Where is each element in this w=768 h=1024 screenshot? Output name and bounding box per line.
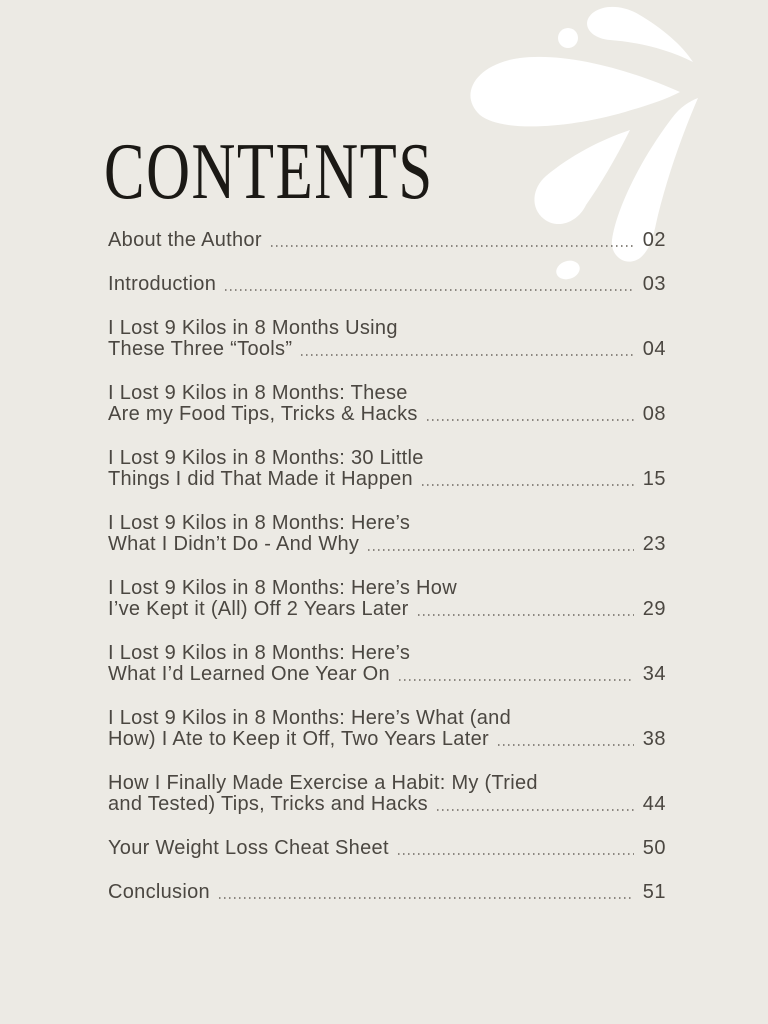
toc-entry-text: Things I did That Made it Happen xyxy=(108,468,413,490)
toc-entry-text: I Lost 9 Kilos in 8 Months: 30 Little xyxy=(108,447,424,469)
splash-dot xyxy=(558,28,578,48)
dot-leader xyxy=(399,679,634,681)
toc-page-number: 02 xyxy=(642,229,666,251)
toc-entry xyxy=(108,230,666,251)
toc-entry-text: What I’d Learned One Year On xyxy=(108,663,390,685)
toc-entry-text: Introduction xyxy=(108,273,217,295)
toc-entry xyxy=(108,643,666,685)
splash-petal-left xyxy=(470,57,680,127)
splash-petal-downleft xyxy=(534,130,630,224)
dot-leader xyxy=(418,614,634,616)
toc-entry xyxy=(108,274,666,295)
toc-page-number: 38 xyxy=(642,728,666,750)
toc-page-number: 08 xyxy=(642,403,666,425)
toc-entry-text: I Lost 9 Kilos in 8 Months Using xyxy=(108,317,398,339)
splash-petal-top xyxy=(587,7,693,62)
toc-entry xyxy=(108,448,666,490)
toc-page-number: 51 xyxy=(642,881,666,903)
page-title: CONTENTS xyxy=(104,127,434,216)
toc-entry xyxy=(108,318,666,360)
toc-entry xyxy=(108,513,666,555)
toc-entry-text: Conclusion xyxy=(108,881,210,903)
toc-entry-text: I Lost 9 Kilos in 8 Months: Here’s What (and xyxy=(108,707,512,729)
dot-leader xyxy=(427,419,634,421)
dot-leader xyxy=(422,484,634,486)
dot-leader xyxy=(398,853,634,855)
toc-page-number: 50 xyxy=(642,837,666,859)
toc-entry-text: What I Didn’t Do - And Why xyxy=(108,533,360,555)
toc-entry-text: These Three “Tools” xyxy=(108,338,293,360)
toc-entry-text: I’ve Kept it (All) Off 2 Years Later xyxy=(108,598,409,620)
toc-page-number: 04 xyxy=(642,338,666,360)
toc-entry xyxy=(108,578,666,620)
dot-leader xyxy=(225,289,634,291)
toc-page-number: 03 xyxy=(642,273,666,295)
dot-leader xyxy=(368,549,634,551)
dot-leader xyxy=(498,744,634,746)
toc-entry-text: I Lost 9 Kilos in 8 Months: Here’s How xyxy=(108,577,457,599)
dot-leader xyxy=(219,897,634,899)
toc-page-number: 23 xyxy=(642,533,666,555)
toc-entry-text: I Lost 9 Kilos in 8 Months: Here’s xyxy=(108,512,411,534)
toc-entry xyxy=(108,838,666,859)
toc-page-number: 34 xyxy=(642,663,666,685)
toc-entry xyxy=(108,708,666,750)
toc-entry xyxy=(108,383,666,425)
toc-entry-text: I Lost 9 Kilos in 8 Months: Here’s xyxy=(108,642,411,664)
toc-entry xyxy=(108,882,666,903)
toc-entry-text: Your Weight Loss Cheat Sheet xyxy=(108,837,389,859)
toc-entry-text: Are my Food Tips, Tricks & Hacks xyxy=(108,403,418,425)
dot-leader xyxy=(301,354,633,356)
toc-entry-text: How) I Ate to Keep it Off, Two Years Later xyxy=(108,728,489,750)
toc-entry-text: I Lost 9 Kilos in 8 Months: These xyxy=(108,382,408,404)
toc-entry-text: About the Author xyxy=(108,229,262,251)
toc-page-number: 44 xyxy=(642,793,666,815)
dot-leader xyxy=(271,245,634,247)
toc-page-number: 29 xyxy=(642,598,666,620)
toc-page-number: 15 xyxy=(642,468,666,490)
toc-entry-text: How I Finally Made Exercise a Habit: My (Tried xyxy=(108,772,538,794)
dot-leader xyxy=(437,809,634,811)
table-of-contents xyxy=(108,230,666,926)
toc-entry-text: and Tested) Tips, Tricks and Hacks xyxy=(108,793,428,815)
toc-entry xyxy=(108,773,666,815)
